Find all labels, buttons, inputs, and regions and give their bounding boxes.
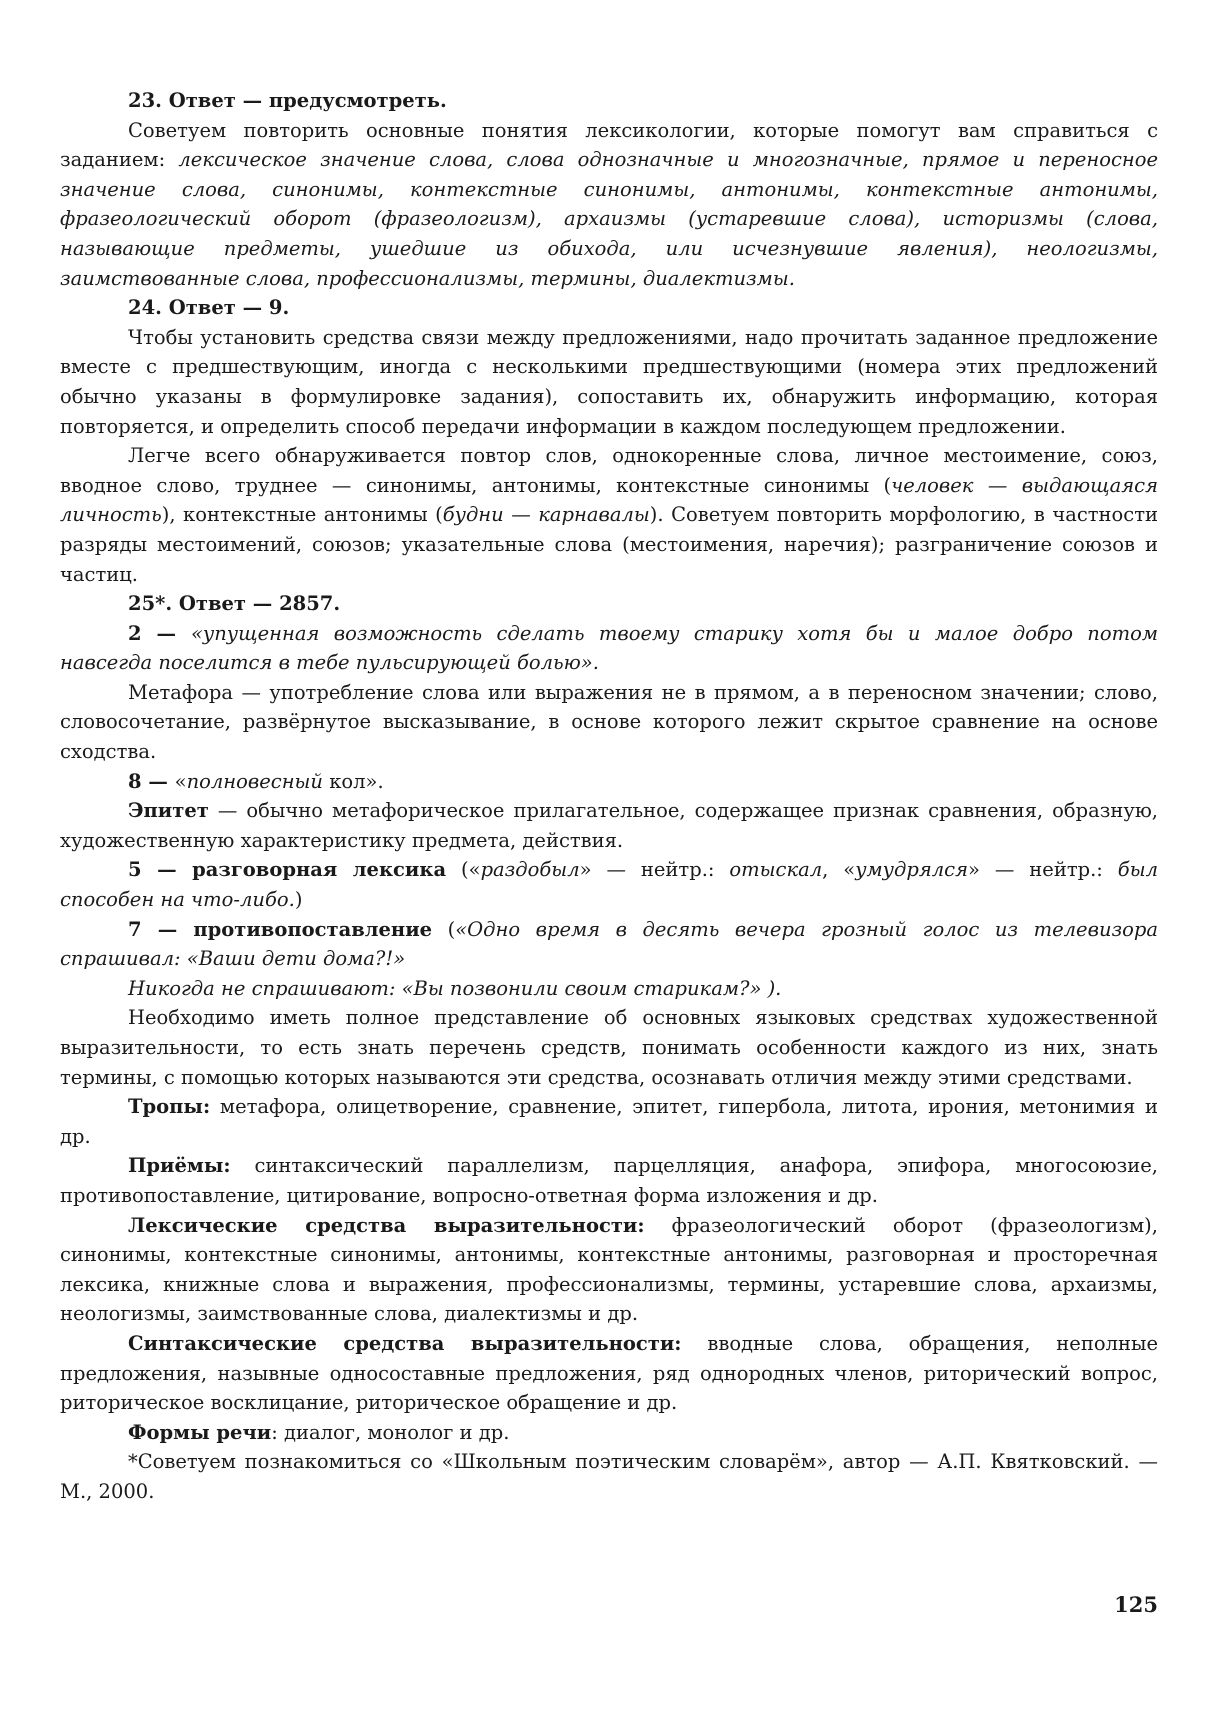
text-run: (« — [446, 858, 481, 882]
text-run: ( — [432, 917, 456, 941]
paragraph — [60, 678, 1158, 767]
text-run: : диалог, монолог и др. — [271, 1420, 510, 1444]
bold-text: Синтаксические средства выразительности: — [128, 1331, 682, 1355]
italic-text: был способен на что-либо. — [60, 858, 1158, 912]
bold-text: Формы речи — [128, 1420, 272, 1444]
paragraph — [60, 323, 1158, 441]
bold-text: 8 — — [128, 769, 175, 793]
paragraph — [60, 915, 1158, 974]
paragraph — [60, 855, 1158, 914]
bold-text: 25*. Ответ — 2857. — [128, 592, 341, 616]
italic-text: «Одно время в десять вечера грозный голос из телевизора спрашивал: «Ваши дети дома?!» — [60, 917, 1158, 971]
paragraph — [60, 1151, 1158, 1210]
bold-text: 2 — — [128, 621, 191, 645]
paragraph — [60, 1003, 1158, 1092]
paragraph — [60, 1447, 1158, 1506]
paragraph — [60, 441, 1158, 589]
paragraph — [60, 293, 1158, 323]
paragraph — [60, 589, 1158, 619]
italic-text: «упущенная возможность сделать твоему старику хотя бы и малое добро потом навсегда поселится в тебе пульсирующей болью». — [60, 621, 1158, 675]
bold-text: 24. Ответ — 9. — [128, 296, 290, 320]
text-run: метафора, олицетворение, сравнение, эпитет, гипербола, литота, ирония, метонимия и др. — [60, 1095, 1158, 1148]
italic-text: умудрялся — [855, 858, 968, 882]
text-run: вводные слова, обращения, неполные предложения, назывные односоставные предложения, ряд однородных членов, риторический вопрос, риторическое восклицание, риторическое обращение и др. — [60, 1331, 1159, 1415]
text-run: , « — [822, 858, 856, 882]
text-run: ). Советуем повторить морфологию, в частности разряды местоимений, союзов; указательные слова (местоимения, наречия); разграничение союзов и частиц. — [60, 503, 1158, 586]
italic-text: полновесный — [186, 769, 323, 793]
italic-text: человек — выдающаяся личность — [60, 473, 1159, 527]
paragraph — [60, 974, 1158, 1004]
text-run: » — нейтр.: — [579, 858, 730, 882]
text-run: синтаксический параллелизм, парцелляция, анафора, эпифора, многосоюзие, противопоставление, цитирование, вопросно-ответная форма изложения и др. — [60, 1154, 1158, 1207]
bold-text: Тропы: — [128, 1095, 211, 1119]
italic-text: раздобыл — [480, 858, 580, 882]
italic-text: Никогда не спрашивают: «Вы позвонили своим старикам?» ). — [128, 976, 782, 1000]
text-run: « — [174, 769, 187, 793]
text-run: ), контекстные антонимы ( — [161, 503, 443, 527]
bold-text: Приёмы: — [128, 1154, 231, 1178]
bold-text: 23. Ответ — предусмотреть. — [128, 89, 447, 112]
page-body — [60, 86, 1158, 1507]
text-run: — обычно метафорическое прилагательное, содержащее признак сравнения, образную, художественную характеристику предмета, действия. — [60, 799, 1158, 852]
paragraph — [60, 86, 1158, 116]
text-run: Необходимо иметь полное представление об основных языковых средствах художественной выразительности, то есть знать перечень средств, понимать особенности каждого из них, знать термины, с помощью которых называются эти средства, осознавать отличия между этими средствами. — [60, 1006, 1158, 1089]
paragraph — [60, 1092, 1158, 1151]
text-run: Легче всего обнаруживается повтор слов, однокоренные слова, личное местоимение, союз, вводное слово, труднее — синонимы, антонимы, контекстные синонимы ( — [60, 444, 1158, 497]
text-run: фразеологический оборот (фразеологизм), синонимы, контекстные синонимы, антонимы, контекстные антонимы, разговорная и просторечная лексика, книжные слова и выражения, профессионализмы, термины, устаревшие слова, архаизмы, неологизмы, заимствованные слова, диалектизмы и др. — [60, 1213, 1158, 1326]
paragraph — [60, 796, 1158, 855]
text-run: Советуем повторить основные понятия лексикологии, которые помогут вам справиться с заданием: — [60, 118, 1158, 172]
paragraph — [60, 1418, 1158, 1448]
text-run: Чтобы установить средства связи между предложениями, надо прочитать заданное предложение вместе с предшествующим, иногда с несколькими предшествующими (номера этих предложений обычно указаны в формулировке задания), сопоставить их, обнаружить информацию, которая повторяется, и определить способ передачи информации в каждом последующем предложении. — [60, 325, 1158, 438]
paragraph — [60, 767, 1158, 797]
italic-text: лексическое значение слова, слова однозначные и многозначные, прямое и переносное значение слова, синонимы, контекстные синонимы, антонимы, контекстные антонимы, фразеологический оборот (фразеологизм), архаизмы (устаревшие слова), историзмы (слова, называющие предметы, ушедшие из обихода, или исчезнувшие явления), неологизмы, заимствованные слова, профессионализмы, термины, диалектизмы. — [60, 148, 1158, 290]
paragraph — [60, 619, 1158, 678]
paragraph — [60, 116, 1158, 294]
bold-text: Лексические средства выразительности: — [128, 1213, 645, 1237]
bold-text: 5 — разговорная лексика — [128, 858, 447, 882]
bold-text: Эпитет — [128, 799, 209, 823]
text-run: кол». — [323, 769, 384, 793]
text-run: Метафора — употребление слова или выражения не в прямом, а в переносном значении; слово, словосочетание, развёрнутое высказывание, в основе которого лежит скрытое сравнение на основе сходства. — [60, 680, 1158, 764]
paragraph — [60, 1211, 1158, 1329]
bold-text: 7 — противопоставление — [128, 917, 433, 941]
text-run: *Советуем познакомиться со «Школьным поэтическим словарём», автор — А.П. Квятковский. — М., 2000. — [60, 1450, 1158, 1503]
text-run: ) — [294, 888, 303, 912]
text-run: » — нейтр.: — [968, 858, 1118, 882]
paragraph — [60, 1329, 1158, 1418]
page-number: 125 — [1114, 1592, 1158, 1617]
italic-text: будни — карнавалы — [442, 503, 650, 527]
italic-text: отыскал — [729, 858, 823, 882]
